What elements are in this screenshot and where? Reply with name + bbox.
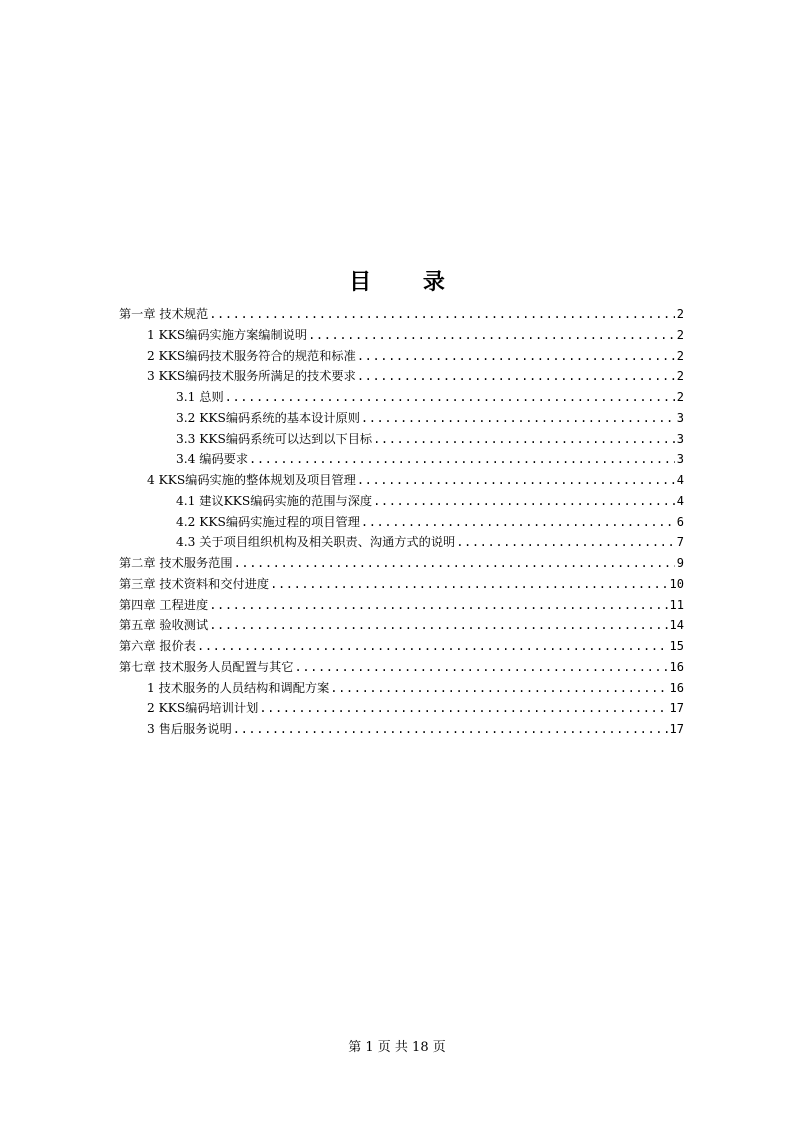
toc-entry-label: 3.4 编码要求 (176, 452, 249, 467)
toc-entry[interactable] (119, 304, 684, 325)
toc-dot-leader (456, 532, 675, 553)
toc-entry[interactable] (119, 615, 684, 636)
toc-entry-label: 第四章 工程进度 (119, 597, 209, 612)
toc-page-number: 16 (669, 680, 684, 695)
toc-page-number: 9 (676, 556, 684, 570)
toc-page-number: 10 (669, 576, 684, 591)
toc-page-number: 2 (676, 390, 684, 404)
toc-entry-label: 3.1 总则 (176, 390, 224, 404)
toc-page-number: 17 (669, 701, 684, 716)
toc-page-number: 16 (669, 659, 684, 674)
toc-dot-leader (233, 719, 669, 740)
toc-dot-leader (357, 346, 675, 367)
toc-page-number: 7 (676, 535, 684, 550)
toc-page-number: 17 (669, 722, 684, 736)
toc-entry[interactable] (119, 698, 684, 719)
toc-dot-leader (373, 429, 675, 450)
toc-entry-label: 1 KKS编码实施方案编制说明 (147, 327, 308, 342)
toc-dot-leader (209, 595, 668, 616)
toc-page-number: 3 (676, 452, 684, 467)
page-footer: 第 1 页 共 18 页 (348, 1040, 446, 1055)
toc-entry-label: 3 KKS编码技术服务所满足的技术要求 (147, 369, 356, 384)
toc-page-number: 4 (676, 493, 684, 508)
toc-dot-leader (361, 408, 675, 429)
toc-dot-leader (373, 491, 675, 512)
toc-entry-label: 第二章 技术服务范围 (119, 556, 233, 570)
toc-dot-leader (209, 304, 675, 325)
toc-entry[interactable] (119, 366, 684, 387)
toc-entry-label: 第七章 技术服务人员配置与其它 (119, 659, 294, 674)
toc-entry[interactable] (119, 387, 684, 408)
toc-entry[interactable] (119, 553, 684, 574)
toc-entry[interactable] (119, 636, 684, 657)
toc-entry-label: 3 售后服务说明 (147, 722, 232, 736)
toc-entry-label: 3.2 KKS编码系统的基本设计原则 (176, 410, 360, 425)
toc-dot-leader (308, 325, 675, 346)
toc-entry-label: 4.1 建议KKS编码实施的范围与深度 (176, 493, 373, 508)
toc-entry[interactable] (119, 512, 684, 533)
toc-entry-label: 4 KKS编码实施的整体规划及项目管理 (147, 473, 356, 487)
toc-dot-leader (357, 470, 675, 491)
toc-entry[interactable] (119, 429, 684, 450)
toc-entry-label: 第六章 报价表 (119, 639, 196, 653)
toc-page-number: 2 (676, 348, 684, 363)
toc-page-number: 11 (669, 597, 684, 612)
table-of-contents (119, 304, 684, 740)
toc-title: 目 录 (349, 270, 467, 295)
toc-entry-label: 第三章 技术资料和交付进度 (119, 576, 270, 591)
toc-dot-leader (249, 449, 675, 470)
toc-entry-label: 4.3 关于项目组织机构及相关职责、沟通方式的说明 (176, 535, 456, 550)
toc-entry[interactable] (119, 408, 684, 429)
toc-entry-label: 3.3 KKS编码系统可以达到以下目标 (176, 431, 373, 446)
toc-page-number: 15 (669, 639, 684, 653)
toc-entry[interactable] (119, 532, 684, 553)
toc-page-number: 14 (669, 618, 684, 633)
toc-entry[interactable] (119, 657, 684, 678)
toc-entry-label: 2 KKS编码技术服务符合的规范和标准 (147, 348, 356, 363)
toc-entry-label: 4.2 KKS编码实施过程的项目管理 (176, 514, 360, 529)
toc-entry[interactable] (119, 491, 684, 512)
toc-dot-leader (259, 698, 668, 719)
toc-page-number: 3 (676, 410, 684, 425)
toc-entry[interactable] (119, 595, 684, 616)
toc-dot-leader (330, 678, 668, 699)
toc-dot-leader (225, 387, 675, 408)
toc-dot-leader (234, 553, 675, 574)
toc-dot-leader (197, 636, 669, 657)
toc-entry-label: 第五章 验收测试 (119, 618, 209, 633)
toc-entry-label: 1 技术服务的人员结构和调配方案 (147, 680, 330, 695)
toc-page-number: 6 (676, 514, 684, 529)
toc-page-number: 3 (676, 431, 684, 446)
toc-entry-label: 第一章 技术规范 (119, 307, 209, 321)
toc-entry[interactable] (119, 678, 684, 699)
toc-entry[interactable] (119, 346, 684, 367)
toc-entry[interactable] (119, 719, 684, 740)
toc-page-number: 4 (676, 473, 684, 487)
toc-entry-label: 2 KKS编码培训计划 (147, 701, 259, 716)
toc-entry[interactable] (119, 325, 684, 346)
toc-page-number: 2 (676, 327, 684, 342)
toc-page-number: 2 (676, 307, 684, 321)
toc-dot-leader (209, 615, 668, 636)
toc-entry[interactable] (119, 449, 684, 470)
toc-dot-leader (295, 657, 669, 678)
toc-dot-leader (361, 512, 675, 533)
toc-dot-leader (357, 366, 675, 387)
toc-entry[interactable] (119, 470, 684, 491)
toc-entry[interactable] (119, 574, 684, 595)
toc-page-number: 2 (676, 369, 684, 384)
toc-dot-leader (270, 574, 668, 595)
